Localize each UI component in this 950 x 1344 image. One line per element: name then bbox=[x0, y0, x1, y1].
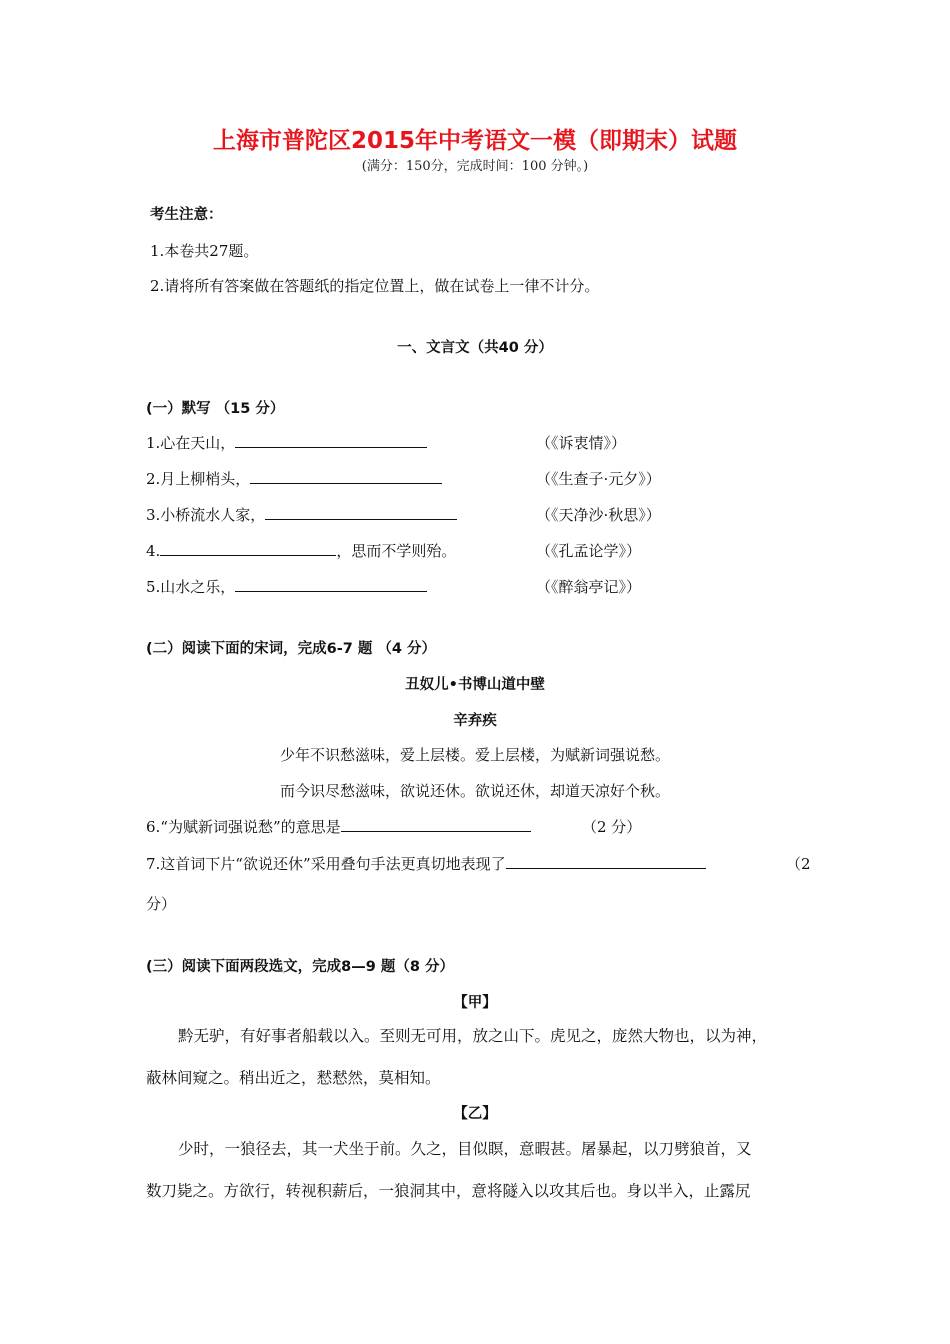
passage-yi-label: 【乙】 bbox=[453, 1106, 497, 1122]
poem-line-2: 而今识尽愁滋味，欲说还休。欲说还休，却道天凉好个秋。 bbox=[279, 782, 670, 800]
question-6-points: （2 分） bbox=[582, 818, 642, 836]
question-7-text: 7.这首词下片“欲说还休”采用叠句手法更真切地表现了 bbox=[146, 855, 506, 873]
notice-heading: 考生注意： bbox=[150, 207, 223, 223]
question-1-source: （《诉衷情》） bbox=[536, 434, 627, 452]
section3-heading: (三）阅读下面两段选文，完成8—9 题（8 分） bbox=[146, 959, 454, 975]
question-4-number: 4. bbox=[146, 542, 161, 560]
exam-info: (满分：150分，完成时间：100 分钟。) bbox=[361, 159, 589, 174]
notice-item-2: 2.请将所有答案做在答题纸的指定位置上，做在试卷上一律不计分。 bbox=[150, 277, 600, 295]
passage-yi-line-1: 少时，一狼径去，其一犬坐于前。久之，目似瞑，意暇甚。屠暴起，以刀劈狼首，又 bbox=[178, 1140, 752, 1158]
question-4-source: （《孔孟论学》） bbox=[536, 542, 642, 560]
poem-author: 辛弃疾 bbox=[453, 713, 497, 729]
question-5-source: （《醉翁亭记》） bbox=[536, 578, 642, 596]
answer-blank-2[interactable] bbox=[250, 469, 442, 484]
poem-title: 丑奴儿•书博山道中壁 bbox=[405, 677, 545, 693]
question-5 bbox=[146, 576, 427, 597]
question-2-source: （《生查子·元夕》） bbox=[536, 470, 661, 488]
answer-blank-3[interactable] bbox=[265, 505, 457, 520]
notice-item-1: 1.本卷共27题。 bbox=[150, 242, 259, 260]
question-4 bbox=[146, 540, 456, 561]
question-2-text: 2.月上柳梢头， bbox=[146, 470, 251, 488]
question-1 bbox=[146, 432, 427, 453]
answer-blank-5[interactable] bbox=[235, 577, 427, 592]
answer-blank-7[interactable] bbox=[506, 854, 706, 869]
answer-blank-1[interactable] bbox=[235, 433, 427, 448]
part1-heading: 一、文言文（共40 分） bbox=[397, 340, 553, 356]
question-3-source: （《天净沙·秋思》） bbox=[536, 506, 661, 524]
question-6-text: 6.“为赋新词强说愁”的意思是 bbox=[146, 818, 341, 836]
section1-heading: (一）默写 （15 分） bbox=[146, 401, 285, 417]
passage-jia-label: 【甲】 bbox=[453, 995, 497, 1011]
question-7-points: （2 bbox=[786, 855, 811, 873]
passage-jia-line-1: 黔无驴，有好事者船载以入。至则无可用，放之山下。虎见之，庞然大物也，以为神， bbox=[178, 1027, 768, 1045]
question-3-text: 3.小桥流水人家， bbox=[146, 506, 266, 524]
question-3 bbox=[146, 504, 457, 525]
question-4-text: ，思而不学则殆。 bbox=[336, 542, 457, 560]
question-2 bbox=[146, 468, 442, 489]
page-title: 上海市普陀区2015年中考语文一模（即期末）试题 bbox=[212, 128, 737, 154]
question-6 bbox=[146, 816, 531, 837]
section2-heading: (二）阅读下面的宋词，完成6-7 题 （4 分） bbox=[146, 641, 437, 657]
passage-jia-line-2: 蔽林间窥之。稍出近之，慭慭然，莫相知。 bbox=[146, 1069, 441, 1087]
question-1-text: 1.心在天山， bbox=[146, 434, 236, 452]
poem-line-1: 少年不识愁滋味，爱上层楼。爱上层楼，为赋新词强说愁。 bbox=[279, 746, 670, 764]
answer-blank-6[interactable] bbox=[341, 817, 531, 832]
passage-yi-line-2: 数刀毙之。方欲行，转视积薪后，一狼洞其中，意将隧入以攻其后也。身以半入，止露尻 bbox=[146, 1182, 751, 1200]
question-7 bbox=[146, 853, 706, 874]
answer-blank-4[interactable] bbox=[160, 541, 336, 556]
question-5-text: 5.山水之乐， bbox=[146, 578, 236, 596]
question-7-points-continued: 分） bbox=[146, 895, 177, 913]
